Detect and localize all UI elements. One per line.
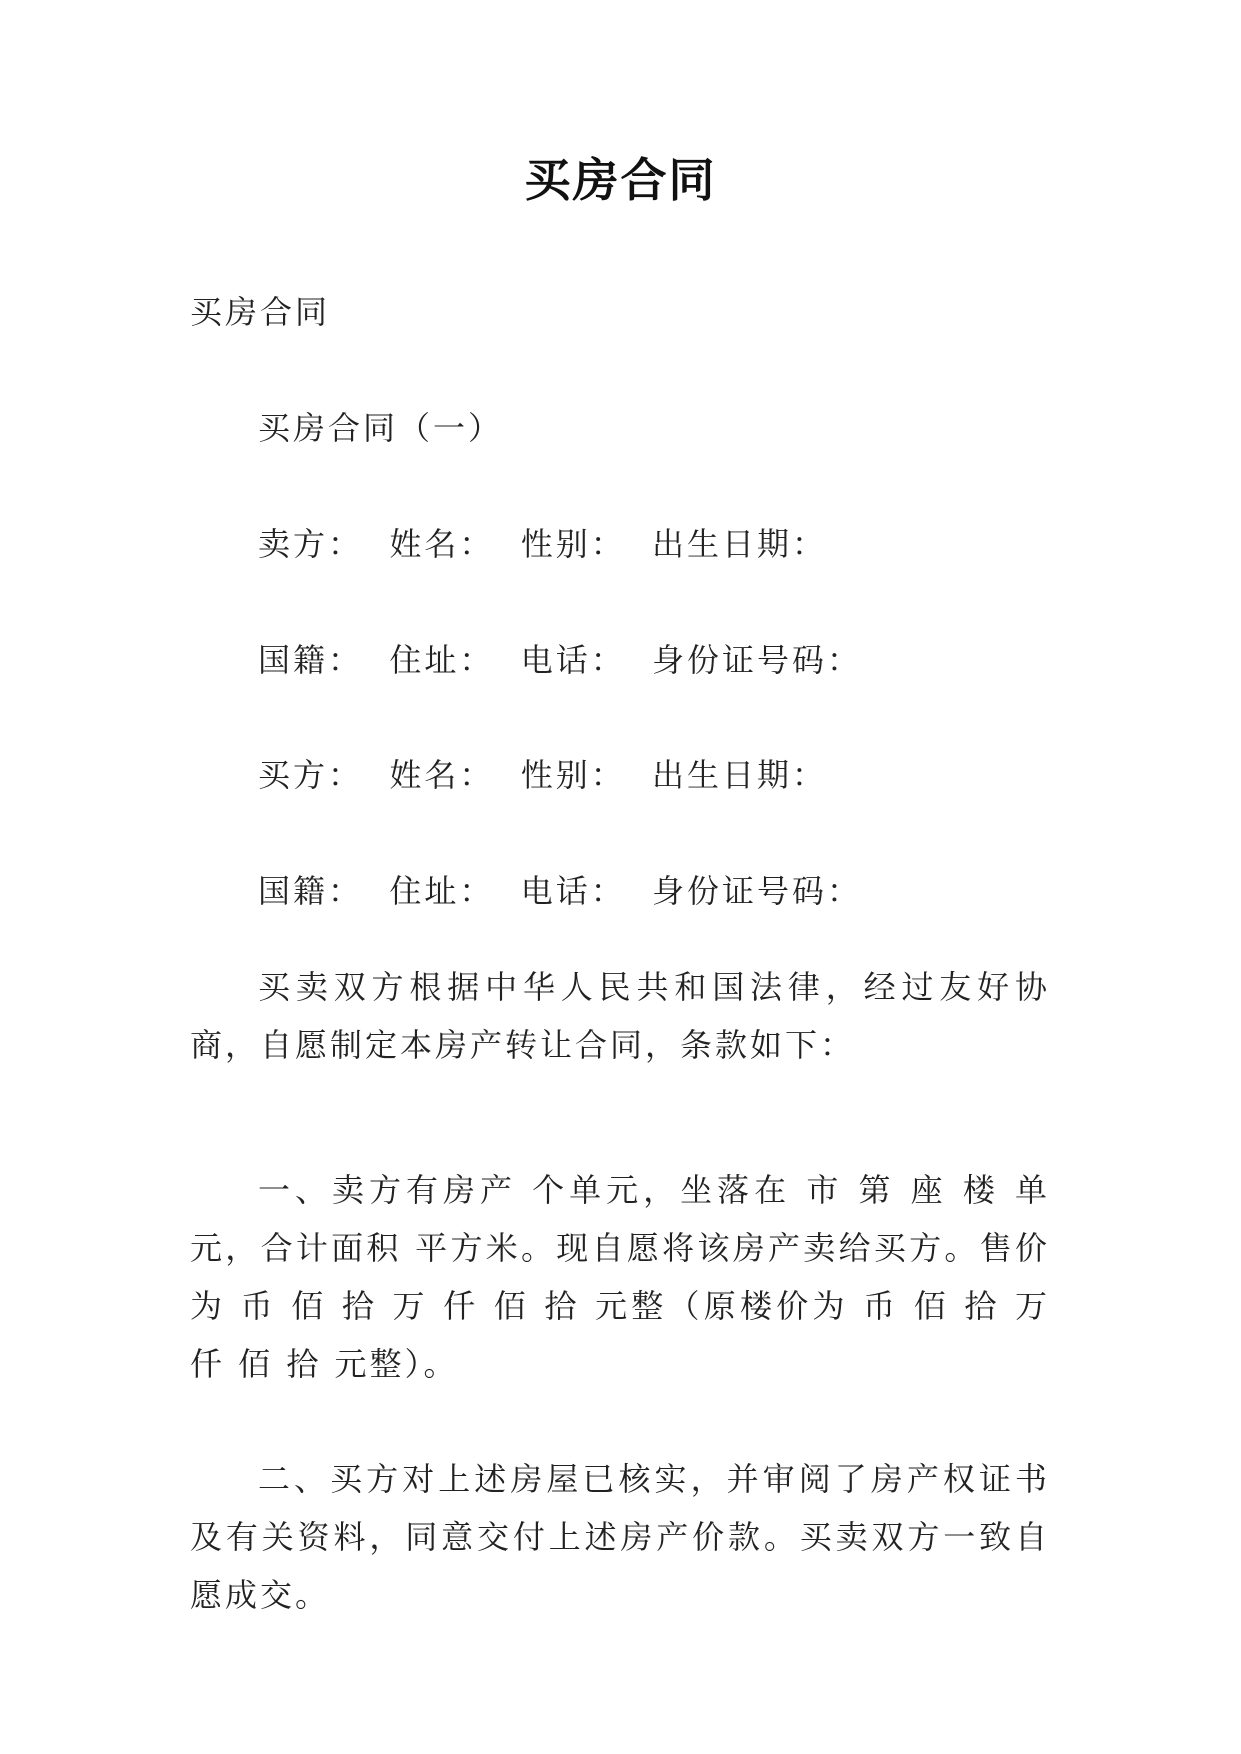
document-subtitle: 买房合同 <box>190 293 331 331</box>
section-heading: 买房合同（一） <box>258 409 504 447</box>
buyer-info-line-1: 买方： 姓名： 性别： 出生日期： <box>258 756 828 794</box>
document-title: 买房合同 <box>524 153 717 207</box>
clause-2-paragraph: 二、买方对上述房屋已核实，并审阅了房产权证书及有关资料，同意交付上述房产价款。买卖双方一致自愿成交。 <box>190 1460 1050 1614</box>
seller-info-line-2: 国籍： 住址： 电话： 身份证号码： <box>258 641 863 679</box>
buyer-info-line-2: 国籍： 住址： 电话： 身份证号码： <box>258 872 863 910</box>
clause-1-paragraph: 一、卖方有房产 个单元，坐落在 市 第 座 楼 单元，合计面积 平方米。现自愿将该房产卖给买方。售价为 币 佰 拾 万 仟 佰 拾 元整（原楼价为 币 佰 拾 万 仟 佰 拾 元整）。 <box>190 1171 1050 1383</box>
intro-paragraph: 买卖双方根据中华人民共和国法律，经过友好协商，自愿制定本房产转让合同，条款如下： <box>190 968 1050 1064</box>
seller-info-line-1: 卖方： 姓名： 性别： 出生日期： <box>258 525 828 563</box>
